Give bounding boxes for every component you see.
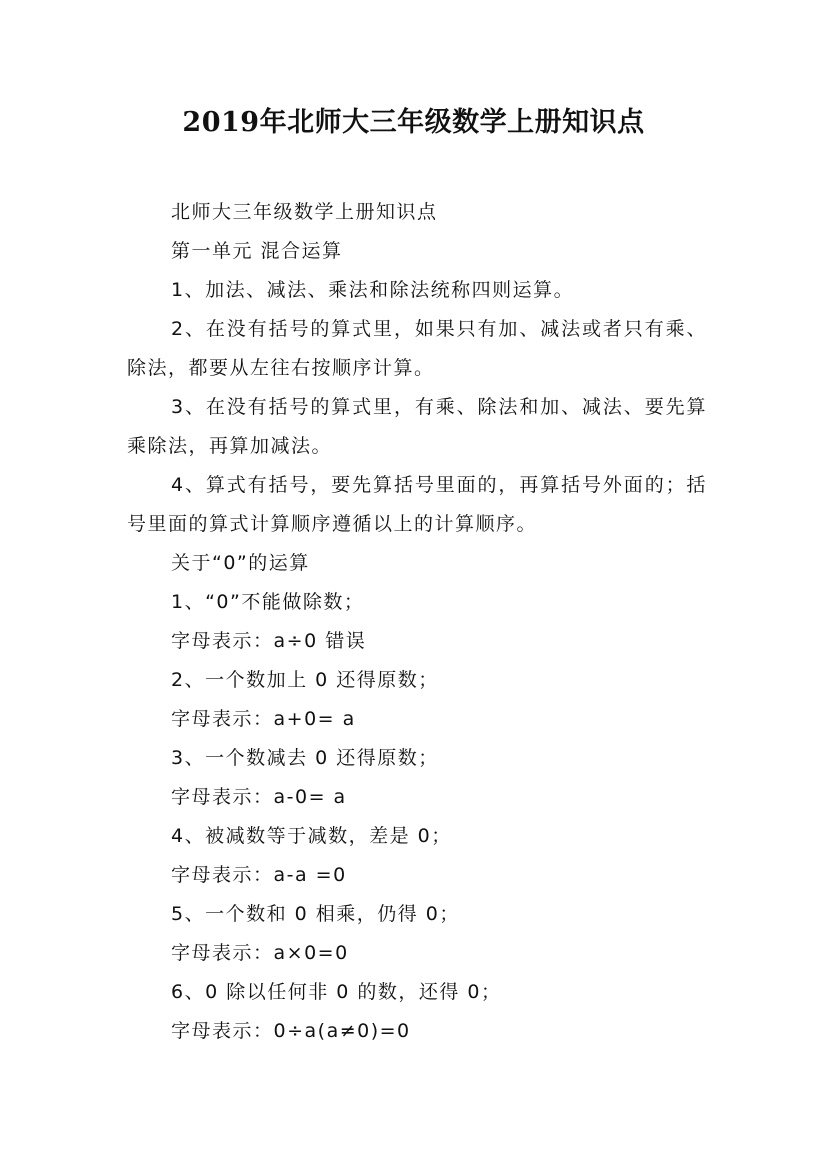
paragraph-zero-rule-1: 1、“0”不能做除数； (171, 591, 365, 613)
paragraph-zero-formula-6: 字母表示：0÷a(a≠0)=0 (171, 1020, 411, 1042)
paragraph-zero-heading: 关于“0”的运算 (171, 552, 310, 574)
document-body (127, 193, 707, 1051)
paragraph-unit-title: 第一单元 混合运算 (171, 240, 343, 262)
paragraph-zero-rule-4: 4、被减数等于减数，差是 0； (171, 825, 452, 847)
paragraph-rule-1: 1、加法、减法、乘法和除法统称四则运算。 (171, 279, 575, 301)
paragraph-zero-formula-2: 字母表示：a+0= a (171, 708, 356, 730)
paragraph-zero-rule-3: 3、一个数减去 0 还得原数； (171, 747, 439, 769)
paragraph-zero-formula-3: 字母表示：a-0= a (171, 786, 347, 808)
paragraph-rule-4: 4、算式有括号，要先算括号里面的，再算括号外面的；括号里面的算式计算顺序遵循以上的计算顺序。 (127, 474, 707, 535)
paragraph-zero-formula-5: 字母表示：a×0=0 (171, 942, 349, 964)
paragraph-rule-2: 2、在没有括号的算式里，如果只有加、减法或者只有乘、除法，都要从左往右按顺序计算。 (127, 318, 707, 379)
paragraph-rule-3: 3、在没有括号的算式里，有乘、除法和加、减法、要先算乘除法，再算加减法。 (127, 396, 707, 457)
paragraph-zero-rule-6: 6、0 除以任何非 0 的数，还得 0； (171, 981, 502, 1003)
paragraph-zero-formula-1: 字母表示：a÷0 错误 (171, 630, 367, 652)
paragraph-zero-rule-5: 5、一个数和 0 相乘，仍得 0； (171, 903, 460, 925)
paragraph-heading: 北师大三年级数学上册知识点 (171, 201, 438, 223)
paragraph-zero-formula-4: 字母表示：a-a =0 (171, 864, 347, 886)
paragraph-zero-rule-2: 2、一个数加上 0 还得原数； (171, 669, 439, 691)
document-title: 2019年北师大三年级数学上册知识点 (182, 107, 645, 138)
